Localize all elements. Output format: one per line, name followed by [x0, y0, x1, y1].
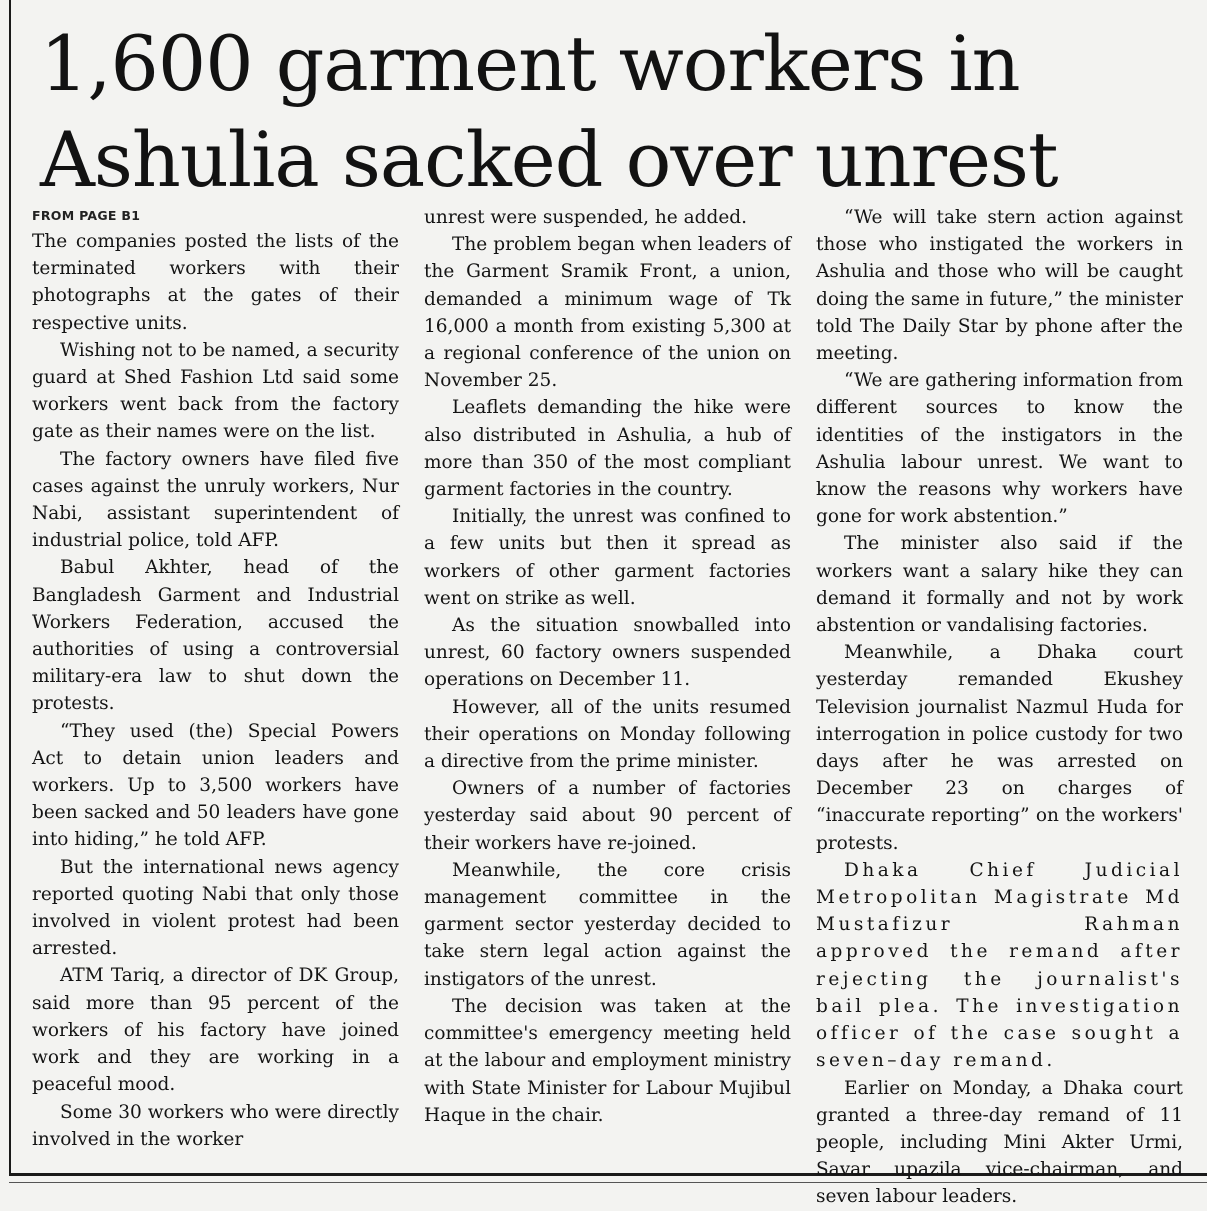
paragraph: The problem began when leaders of the Garment Sramik Front, a union, demanded a minimum wage of Tk 16,000 a month from existing 5,300 at a regional conference of the union on November 25. — [424, 234, 791, 392]
column-rule-left — [9, 0, 11, 1175]
paragraph: ATM Tariq, a director of DK Group, said more than 95 percent of the workers of his factory have joined work and they are working in a peaceful mood. — [32, 965, 399, 1096]
paragraph: “We are gathering information from different sources to know the identities of the instigators in the Ashulia labour unrest. We want to know the reasons why workers have gone for work abstention.” — [816, 370, 1183, 528]
paragraph: Owners of a number of factories yesterday said about 90 percent of their workers have re-joined. — [424, 778, 791, 854]
paragraph: As the situation snowballed into unrest, 60 factory owners suspended operations on December 11. — [424, 615, 791, 691]
paragraph: Meanwhile, a Dhaka court yesterday remanded Ekushey Television journalist Nazmul Huda for interrogation in police custody for two days after he was arrested on December 23 on charges of “inaccurate reporting” on the workers' protests. — [816, 642, 1183, 854]
paragraph: Earlier on Monday, a Dhaka court granted a three-day remand of 11 people, including Mini Akter Urmi, Savar upazila vice-chairman, and seven labour leaders. — [816, 1077, 1183, 1208]
paragraph: Some 30 workers who were directly involved in the worker — [32, 1101, 399, 1150]
paragraph: unrest were suspended, he added. — [424, 207, 748, 228]
article-column-2 — [424, 204, 791, 1129]
paragraph: Meanwhile, the core crisis management committee in the garment sector yesterday decided to take stern legal action against the instigators of the unrest. — [424, 859, 791, 990]
paragraph: Leaflets demanding the hike were also distributed in Ashulia, a hub of more than 350 of the most compliant garment factories in the country. — [424, 397, 791, 501]
headline-line-1: 1,600 garment workers in — [40, 19, 1020, 108]
dateline: FROM PAGE B1 — [32, 208, 141, 223]
paragraph: But the international news agency reported quoting Nabi that only those involved in violent protest had been arrested. — [32, 856, 399, 960]
paragraph: The companies posted the lists of the terminated workers with their photographs at the gates of their respective units. — [32, 231, 399, 334]
headline-line-2: Ashulia sacked over unrest — [40, 115, 1058, 204]
article-column-3 — [816, 204, 1183, 1211]
paragraph: The decision was taken at the committee's emergency meeting held at the labour and employment ministry with State Minister for Labour Mujibul Haque in the chair. — [424, 995, 791, 1126]
article-column-1 — [32, 204, 399, 1153]
headline — [40, 16, 1190, 208]
paragraph: Babul Akhter, head of the Bangladesh Garment and Industrial Workers Federation, accused the authorities of using a controversial military-era law to shut down the protests. — [32, 557, 399, 715]
paragraph: Wishing not to be named, a security guard at Shed Fashion Ltd said some workers went back from the factory gate as their names were on the list. — [32, 339, 399, 443]
paragraph: The minister also said if the workers want a salary hike they can demand it formally and not by work abstention or vandalising factories. — [816, 533, 1183, 637]
paragraph: “We will take stern action against those who instigated the workers in Ashulia and those who will be caught doing the same in future,” the minister told The Daily Star by phone after the meeting. — [816, 207, 1183, 365]
paragraph: “They used (the) Special Powers Act to detain union leaders and workers. Up to 3,500 workers have been sacked and 50 leaders have gone into hiding,” he told AFP. — [32, 720, 399, 851]
paragraph: Dhaka Chief Judicial Metropolitan Magistrate Md Mustafizur Rahman approved the remand after rejecting the journalist's bail plea. The investigation officer of the case sought a seven–day remand. — [816, 859, 1183, 1072]
paragraph: However, all of the units resumed their operations on Monday following a directive from the prime minister. — [424, 696, 791, 773]
paragraph: Initially, the unrest was confined to a few units but then it spread as workers of other garment factories went on strike as well. — [424, 506, 791, 609]
paragraph: The factory owners have filed five cases against the unruly workers, Nur Nabi, assistant superintendent of industrial police, told AFP. — [32, 448, 399, 552]
